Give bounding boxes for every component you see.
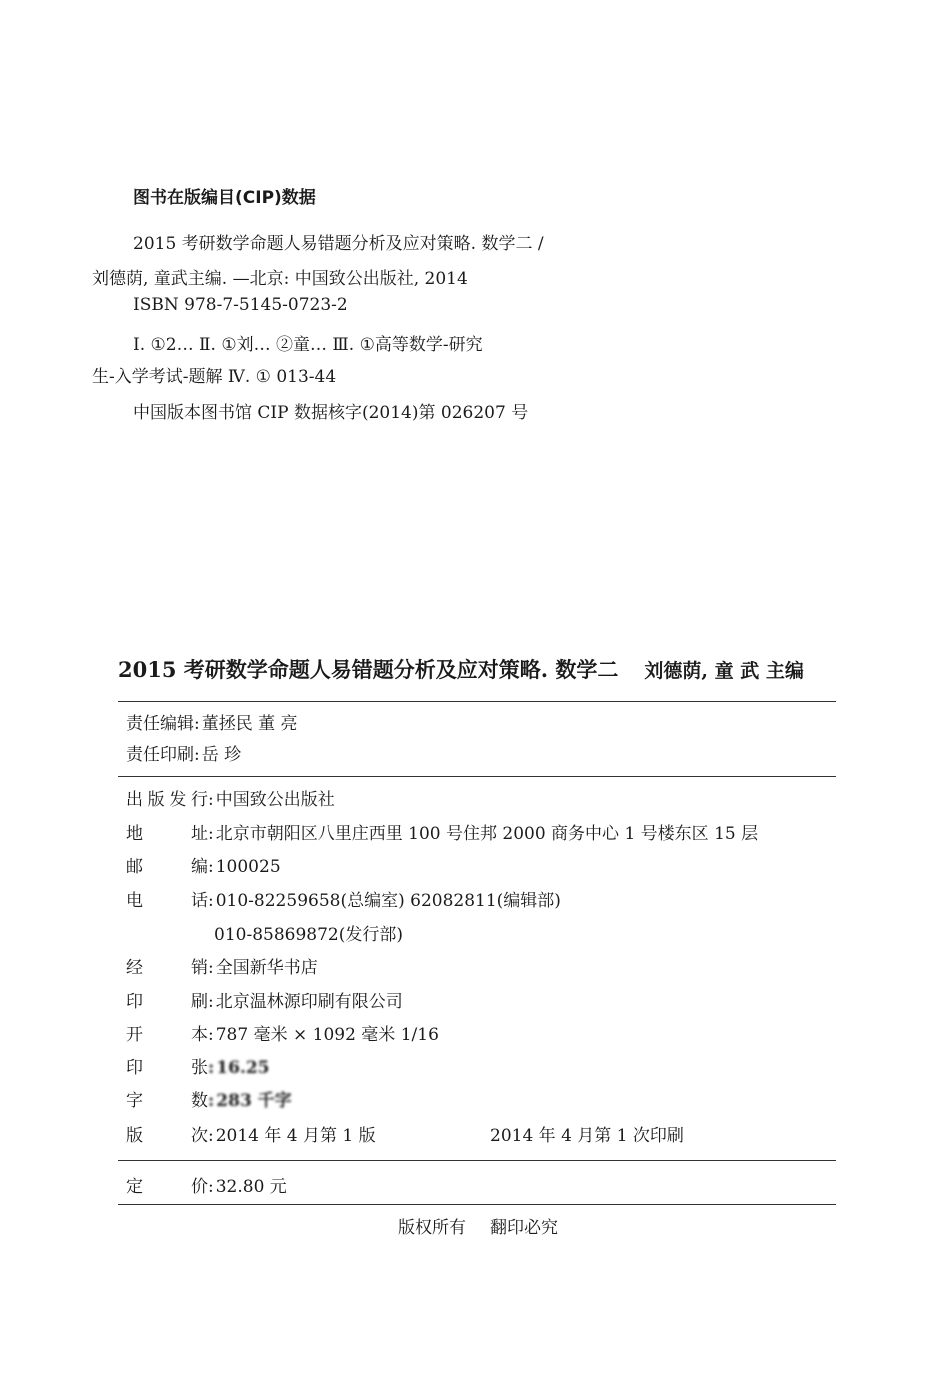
cip-line-authors: 刘德荫, 童武主编. —北京: 中国致公出版社, 2014 (92, 269, 468, 289)
label-address: 地 址 (126, 824, 208, 844)
label-responsible-editor: 责任编辑 (126, 714, 194, 734)
value-price: 32.80 元 (215, 1177, 287, 1197)
value-edition: 2014 年 4 月第 1 版 (215, 1126, 376, 1146)
row-sheets: 印 张: 16.25 (126, 1053, 270, 1078)
value-words: 283 千字 (216, 1091, 292, 1111)
row-edition: 版 次: 2014 年 4 月第 1 版 (126, 1121, 376, 1146)
label-responsible-print: 责任印刷 (126, 745, 194, 765)
copyright-right: 翻印必究 (490, 1218, 558, 1238)
cip-line-classification-cont: 生-入学考试-题解 Ⅳ. ① 013-44 (92, 367, 337, 387)
label-postcode: 邮 编 (126, 857, 208, 877)
row-format: 开 本: 787 毫米 × 1092 毫米 1/16 (126, 1020, 439, 1045)
row-printing (490, 1121, 684, 1146)
value-publisher: 中国致公出版社 (215, 790, 335, 810)
cip-line-title: 2015 考研数学命题人易错题分析及应对策略. 数学二 / (133, 234, 544, 254)
row-address: 地 址: 北京市朝阳区八里庄西里 100 号住邦 2000 商务中心 1 号楼东区 15 层 (126, 819, 758, 844)
copyright-left: 版权所有 (398, 1218, 466, 1238)
value-postcode: 100025 (215, 857, 281, 877)
value-responsible-editor: 董拯民 董 亮 (201, 714, 298, 734)
label-publisher: 出版发行 (126, 790, 208, 810)
value-printer: 北京温林源印刷有限公司 (215, 992, 403, 1012)
value-address: 北京市朝阳区八里庄西里 100 号住邦 2000 商务中心 1 号楼东区 15 层 (215, 824, 759, 844)
label-sheets: 印 张 (126, 1058, 208, 1078)
value-printing: 2014 年 4 月第 1 次印刷 (490, 1126, 684, 1146)
label-format: 开 本 (126, 1025, 208, 1045)
value-distributor: 全国新华书店 (215, 958, 318, 978)
book-title: 2015 考研数学命题人易错题分析及应对策略. 数学二 (118, 657, 619, 682)
row-words: 字 数: 283 千字 (126, 1086, 292, 1111)
cip-line-isbn: ISBN 978-7-5145-0723-2 (133, 295, 348, 315)
row-distributor: 经 销: 全国新华书店 (126, 953, 318, 978)
label-printer: 印 刷 (126, 992, 208, 1012)
value-format: 787 毫米 × 1092 毫米 1/16 (215, 1025, 439, 1045)
label-phone: 电 话 (126, 891, 208, 911)
divider-1 (118, 701, 836, 702)
divider-2 (118, 776, 836, 777)
row-printer: 印 刷: 北京温林源印刷有限公司 (126, 987, 403, 1012)
label-distributor: 经 销 (126, 958, 208, 978)
row-price: 定 价: 32.80 元 (126, 1172, 287, 1197)
label-price: 定 价 (126, 1177, 208, 1197)
row-publisher: 出版发行: 中国致公出版社 (126, 785, 335, 810)
value-responsible-print: 岳 珍 (201, 745, 242, 765)
value-sheets: 16.25 (216, 1058, 270, 1078)
value-phone-1: 010-82259658(总编室) 62082811(编辑部) (215, 891, 561, 911)
divider-3 (118, 1160, 836, 1161)
cip-line-classification: Ⅰ. ①2… Ⅱ. ①刘… ②童… Ⅲ. ①高等数学-研究 (133, 335, 483, 355)
value-phone-2: 010-85869872(发行部) (214, 925, 403, 945)
copyright-notice (398, 1213, 558, 1238)
row-postcode: 邮 编: 100025 (126, 852, 281, 877)
book-editors: 刘德荫, 童 武 主编 (644, 660, 804, 682)
label-edition: 版 次 (126, 1126, 208, 1146)
cip-line-library-number: 中国版本图书馆 CIP 数据核字(2014)第 026207 号 (133, 403, 529, 423)
row-phone: 电 话: 010-82259658(总编室) 62082811(编辑部) (126, 886, 561, 911)
row-responsible-editor: 责任编辑: 董拯民 董 亮 (126, 709, 298, 734)
divider-4 (118, 1204, 836, 1205)
book-title-line (118, 654, 804, 684)
label-words: 字 数 (126, 1091, 208, 1111)
row-phone-cont (214, 920, 403, 945)
row-responsible-print: 责任印刷: 岳 珍 (126, 740, 241, 765)
cip-heading: 图书在版编目(CIP)数据 (133, 188, 316, 208)
